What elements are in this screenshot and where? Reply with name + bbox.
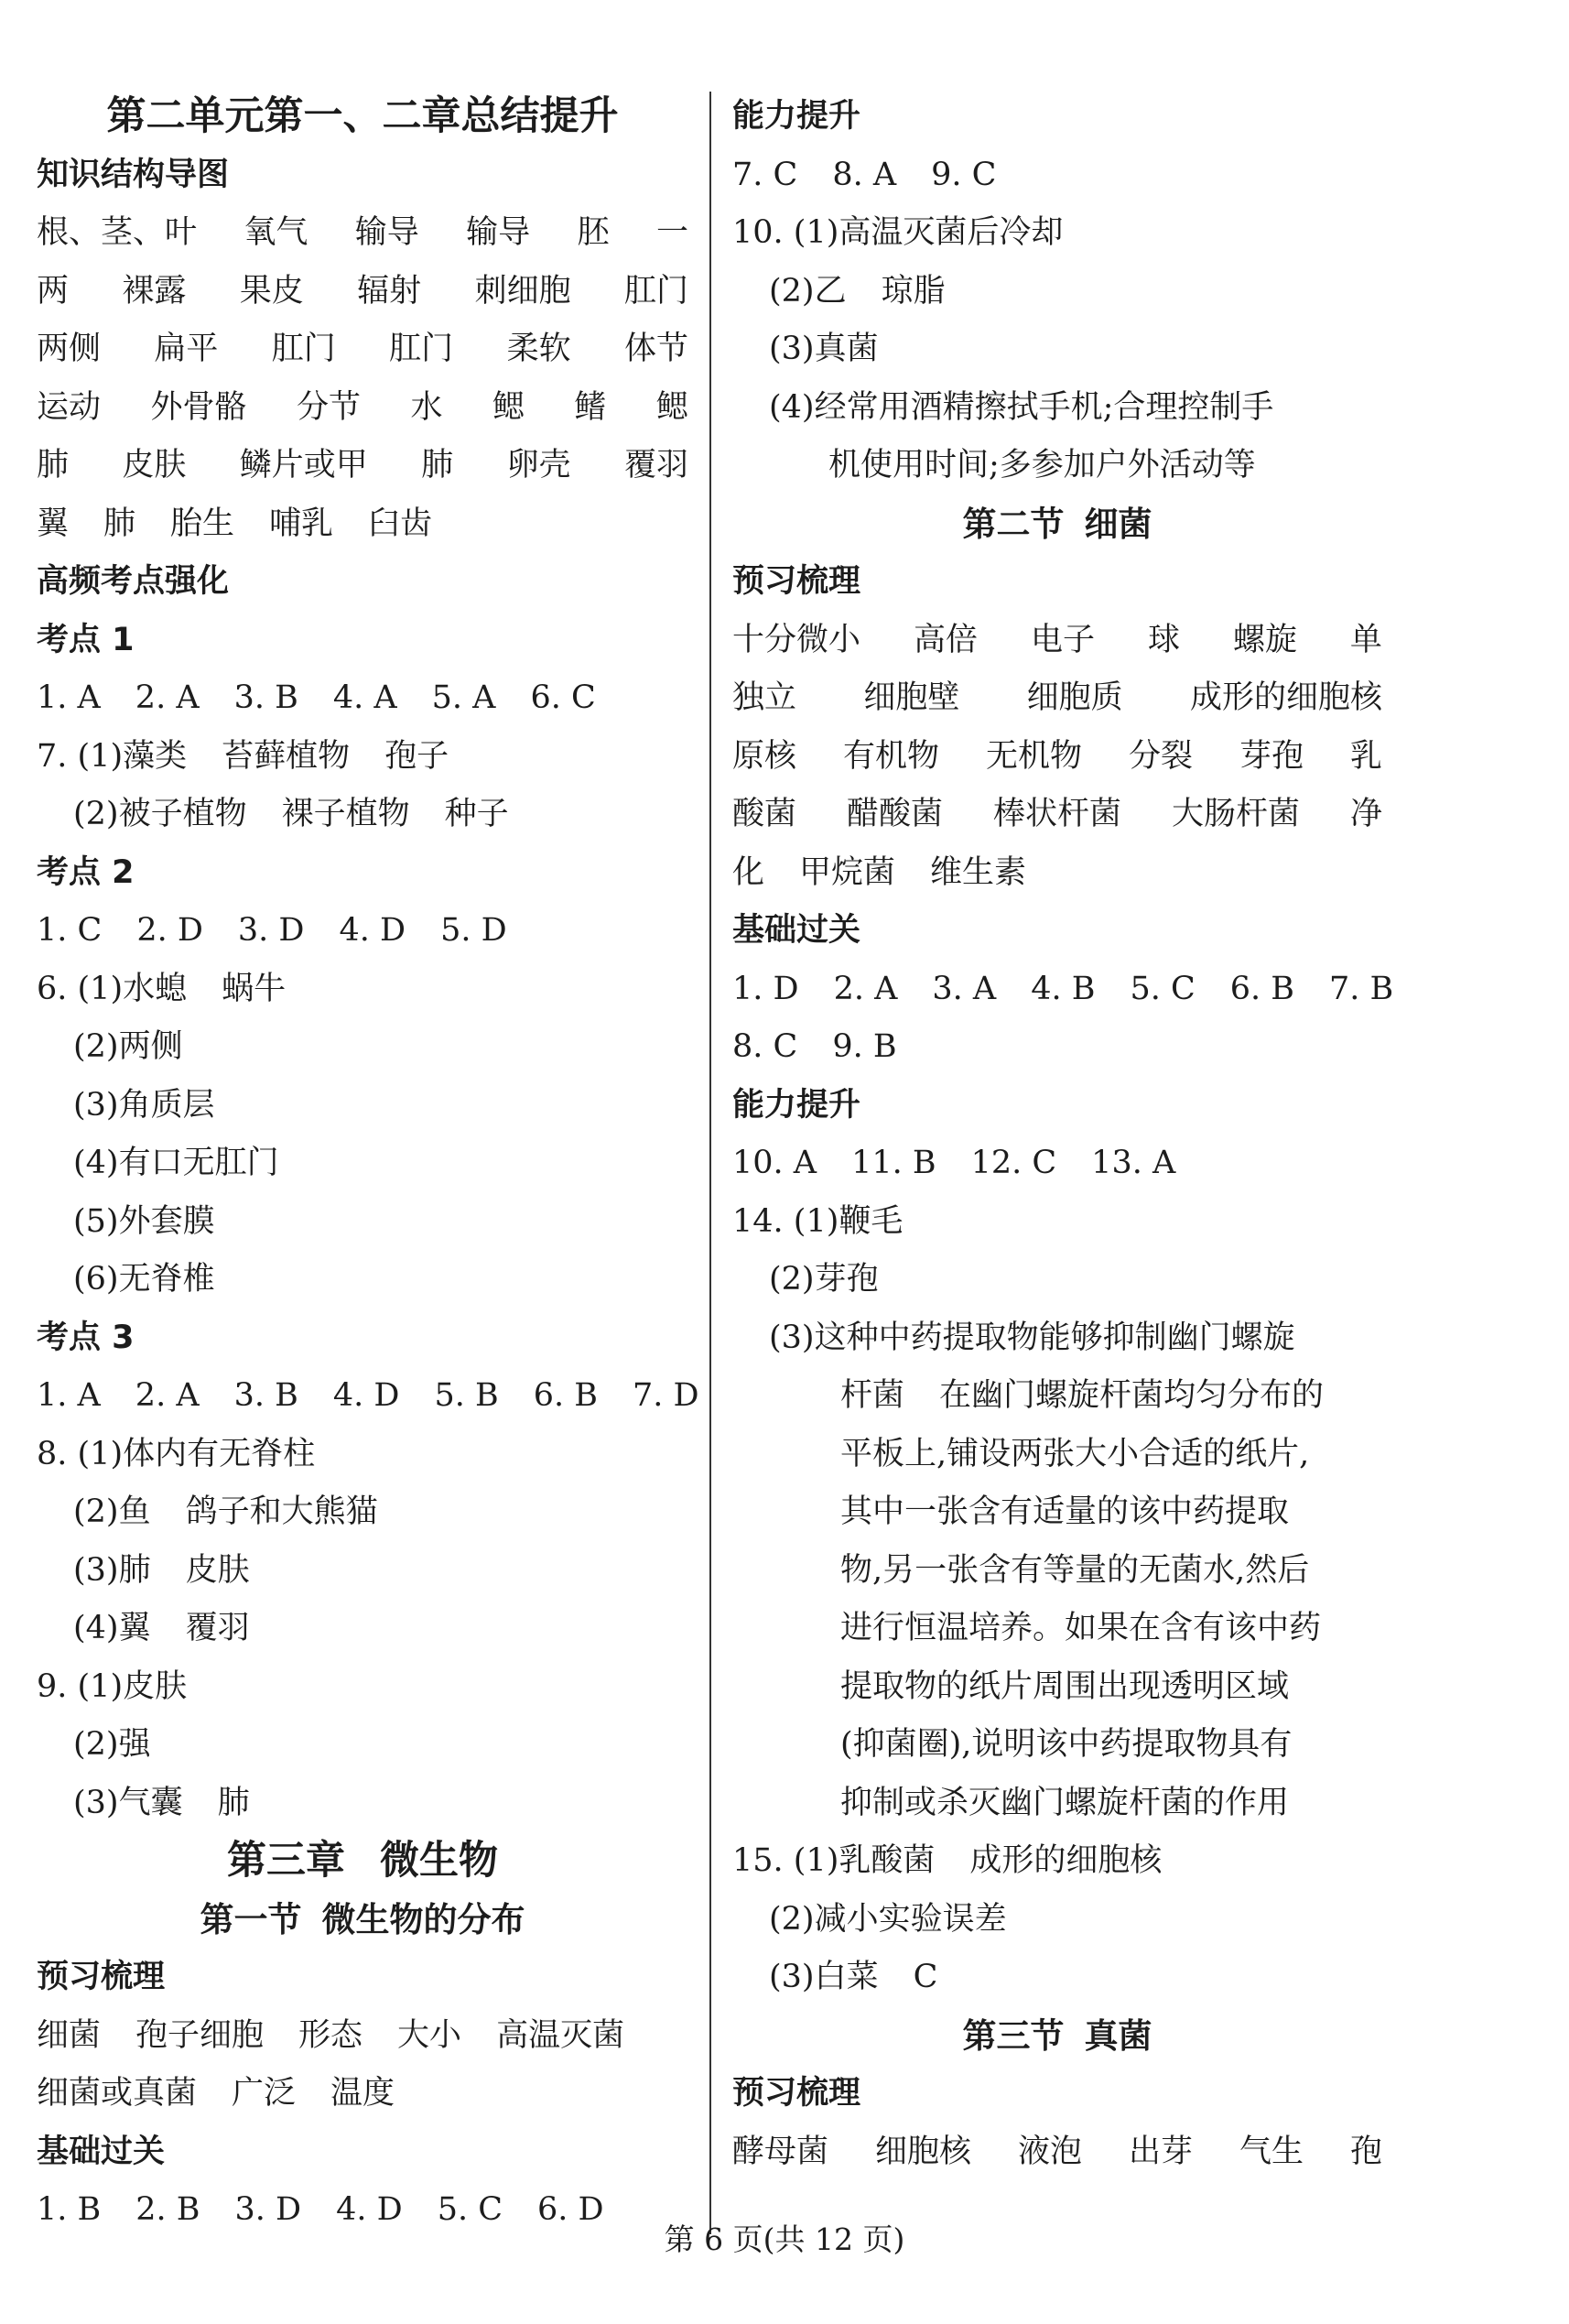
answer-item: 10. (1)高温灭菌后冷却 [732,214,1064,251]
answer-item: 2. A [135,1377,200,1414]
answer-item: 1. A [37,1377,101,1414]
answer-item: 提取物的纸片周围出现透明区域 [840,1667,1290,1705]
answer-item: 外骨骼 [150,388,247,426]
answer-line [37,1542,688,1601]
answer-line [37,437,688,495]
answer-item: 胎生 [170,505,235,542]
answer-item: 螺旋 [1232,621,1297,658]
answer-item: 5. A [431,679,496,716]
answer-item: (3)真菌 [769,331,879,367]
answer-item: 分裂 [1128,737,1193,775]
answer-item: 6. D [537,2191,604,2228]
answer-item: 成形的细胞核 [969,1842,1163,1879]
answer-line [37,1658,688,1717]
answer-line [37,495,688,554]
answer-line [732,1251,1382,1309]
answer-item: 独立 [732,679,797,716]
answer-item: 氧气 [243,214,308,251]
answer-line [37,379,688,438]
answer-item: (2)减小实验误差 [769,1900,1007,1938]
answer-item: 第三节 [962,2015,1065,2056]
answer-item: 鳞片或甲 [239,447,368,483]
answer-item: 哺乳 [269,505,334,542]
answer-item: (2)乙 [769,272,847,310]
answer-item: 9. (1)皮肤 [37,1667,188,1705]
section-heading: 基础过关 [732,912,861,949]
answer-line [37,1251,688,1309]
answer-item: 有机物 [842,737,939,775]
answer-line [732,147,1382,205]
answer-item: 3. A [932,970,997,1007]
answer-item: 输导 [466,214,531,251]
answer-item: 运动 [37,388,102,426]
answer-line [732,1600,1382,1658]
answer-item: 在幽门螺旋杆菌均匀分布的 [939,1377,1325,1414]
answer-item: 输导 [354,214,419,251]
answer-line [732,1426,1382,1484]
answer-item: 7. C [732,156,798,193]
answer-line [732,728,1382,787]
answer-line [37,320,688,379]
answer-item: 6. C [530,679,596,716]
answer-item: (抑菌圈),说明该中药提取物具有 [840,1726,1293,1763]
answer-item: 6. B [533,1377,598,1414]
answer-item: 胚 [577,214,610,251]
answer-item: 体节 [623,331,688,367]
answer-line [732,669,1382,728]
answer-item: 球 [1147,621,1180,658]
right-column [732,88,1394,2181]
answer-item: 琼脂 [881,272,946,310]
answer-item: 8. A [832,156,897,193]
answer-line [37,786,688,844]
answer-item: 化 [732,853,765,891]
answer-item: 孢子细胞 [135,2016,265,2054]
answer-item: 单 [1349,621,1382,658]
answer-item: (4)经常用酒精擦拭手机;合理控制手 [769,388,1274,426]
answer-item: 皮肤 [185,1551,250,1589]
answer-item: 13. A [1091,1145,1176,1181]
answer-item: 卵壳 [506,447,571,483]
answer-item: 覆羽 [623,447,688,483]
answer-line [37,1483,688,1542]
answer-item: 5. C [437,2191,503,2228]
answer-line [37,204,688,263]
answer-item: 辐射 [357,272,422,310]
answer-line [732,1775,1382,1833]
answer-line [732,1891,1382,1949]
answer-item: 液泡 [1017,2133,1082,2170]
answer-item: 真菌 [1084,2015,1152,2056]
answer-item: 扁平 [154,331,219,367]
answer-item: 两 [37,272,70,310]
answer-item: 肺 [421,447,454,483]
answer-line [732,1135,1382,1193]
answer-item: 温度 [330,2075,395,2112]
answer-item: 高倍 [913,621,978,658]
answer-line [732,1483,1382,1542]
answer-line [732,1832,1382,1891]
answer-line [37,902,688,961]
answer-line [732,1658,1382,1717]
answer-line [37,1367,699,1426]
answer-item: 5. B [434,1377,499,1414]
answer-item: 大小 [397,2016,462,2054]
answer-item: (2)芽孢 [769,1261,879,1298]
answer-item: 孢 [1349,2133,1382,2170]
answer-item: 细菌 [37,2016,102,2054]
answer-item: 成形的细胞核 [1189,679,1382,716]
section-subtitle [732,495,1382,554]
answer-item: 进行恒温培养。如果在含有该中药 [840,1610,1322,1646]
answer-line [732,437,1382,495]
answer-item: 3. B [233,679,298,716]
answer-item: 肛门 [389,331,454,367]
answer-line [732,263,1382,321]
answer-item: 4. D [339,912,406,949]
answer-line [37,1135,688,1193]
answer-item: 2. A [833,970,898,1007]
answer-line [732,786,1382,844]
answer-item: 肺 [103,505,136,542]
answer-item: 1. C [37,912,103,949]
answer-item: 7. D [632,1377,699,1414]
answer-item: 1. A [37,679,101,716]
answer-line [37,263,688,321]
answer-item: 9. B [832,1028,897,1065]
answer-line [732,1542,1382,1601]
section-heading: 预习梳理 [37,1959,166,1995]
answer-item: 机使用时间;多参加户外活动等 [828,447,1256,483]
answer-item: 10. A [732,1145,817,1181]
answer-item: 十分微小 [732,621,861,658]
answer-item: 苔藓植物 [222,737,351,775]
answer-item: 7. B [1329,970,1394,1007]
answer-item: 气生 [1239,2133,1304,2170]
section-subtitle [37,1891,688,1949]
answer-item: 高温灭菌 [496,2016,625,2054]
answer-item: 4. B [1031,970,1096,1007]
answer-item: 抑制或杀灭幽门螺旋杆菌的作用 [840,1784,1290,1821]
answer-line [732,1367,1382,1426]
answer-item: 形态 [298,2016,363,2054]
answer-line [732,204,1382,263]
answer-line [732,1309,1382,1368]
answer-item: 鳃 [655,388,688,426]
section-heading: 考点 3 [37,1319,135,1356]
section-heading: 能力提升 [732,98,861,135]
answer-item: 刺细胞 [474,272,571,310]
answer-item: 电子 [1030,621,1095,658]
answer-item: 芽孢 [1239,737,1304,775]
answer-item: 两侧 [37,331,102,367]
answer-item: 鳃 [492,388,525,426]
answer-item: 细菌或真菌 [37,2075,198,2112]
answer-item: 第三章 [227,1838,345,1884]
answer-item: 细胞质 [1026,679,1123,716]
answer-item: 4. D [332,1377,400,1414]
answer-item: (5)外套膜 [73,1202,215,1240]
answer-item: 2. A [135,679,200,716]
answer-item: 14. (1)鞭毛 [732,1202,904,1240]
answer-item: 第一节 [200,1899,302,1939]
answer-item: 肛门 [623,272,688,310]
answer-item: 肛门 [271,331,336,367]
answer-line [37,1775,688,1833]
answer-line [37,1716,688,1775]
section-heading: 考点 2 [37,853,135,891]
answer-item: 4. D [336,2191,403,2228]
section-heading: 基础过关 [37,2133,166,2170]
answer-item: 覆羽 [185,1610,250,1646]
answer-item: 8. C [732,1028,798,1065]
answer-item: 4. A [332,679,397,716]
section-heading: 高频考点强化 [37,563,230,600]
section-heading: 预习梳理 [732,2075,861,2112]
answer-line [732,1716,1382,1775]
answer-item: (2)鱼 [73,1493,151,1530]
answer-line [37,2007,688,2066]
answer-item: 其中一张含有适量的该中药提取 [840,1493,1290,1530]
answer-item: 8. (1)体内有无脊柱 [37,1435,316,1472]
answer-item: 肺 [217,1784,250,1821]
answer-line [37,1426,688,1484]
answer-item: 广泛 [232,2075,297,2112]
answer-line [37,2065,688,2123]
answer-item: 净 [1349,796,1382,832]
answer-item: 蜗牛 [222,970,287,1007]
answer-item: 9. C [931,156,997,193]
section-title: 第二单元第一、二章总结提升 [106,93,619,139]
section-heading: 预习梳理 [732,563,861,600]
answer-item: (4)翼 [73,1610,151,1646]
answer-item: 水 [410,388,443,426]
answer-item: 5. C [1130,970,1196,1007]
answer-item: 臼齿 [368,505,433,542]
answer-item: 2. B [135,2191,200,2228]
answer-item: 3. D [237,912,305,949]
answer-item: C [913,1959,938,1995]
answer-item: (2)两侧 [73,1028,183,1065]
answer-line [37,1077,688,1135]
answer-item: 杆菌 [840,1377,905,1414]
answer-item: 肺 [37,447,70,483]
answer-line [37,669,688,728]
answer-item: 第二节 [962,504,1065,544]
answer-item: (3)白菜 [769,1959,879,1995]
answer-line [732,844,1382,903]
answer-item: 无机物 [985,737,1082,775]
answer-item: 1. B [37,2191,102,2228]
answer-item: 细菌 [1084,504,1152,544]
answer-item: (3)肺 [73,1551,151,1589]
answer-item: 甲烷菌 [799,853,896,891]
answer-item: 微生物 [380,1838,498,1884]
answer-item: 3. B [233,1377,298,1414]
answer-item: (6)无脊椎 [73,1261,215,1298]
answer-line [732,1193,1382,1252]
answer-item: 翼 [37,505,70,542]
answer-line [732,320,1382,379]
answer-item: 出芽 [1128,2133,1193,2170]
answer-item: 6. B [1229,970,1294,1007]
answer-item: 1. D [732,970,799,1007]
answer-item: 醋酸菌 [846,796,943,832]
answer-item: (4)有口无肛门 [73,1145,279,1181]
answer-item: 微生物的分布 [321,1899,525,1939]
answer-item: 原核 [732,737,797,775]
answer-item: 柔软 [506,331,571,367]
answer-line [37,1193,688,1252]
section-title [37,1832,688,1891]
left-column [37,88,699,2240]
answer-item: 一 [655,214,688,251]
answer-item: 12. C [970,1145,1057,1181]
answer-line [37,1600,688,1658]
answer-line [732,612,1382,670]
column-divider [709,92,711,2234]
answer-item: 酸菌 [732,796,797,832]
answer-item: 种子 [444,796,509,832]
answer-item: 细胞壁 [863,679,960,716]
answer-item: 分节 [296,388,361,426]
answer-item: 酵母菌 [732,2133,829,2170]
answer-item: (3)角质层 [73,1086,215,1124]
answer-line [37,1018,688,1077]
answer-line [732,2123,1382,2182]
answer-item: 裸露 [122,272,187,310]
section-heading: 考点 1 [37,621,135,658]
answer-line [732,379,1382,438]
answer-item: 根、茎、叶 [37,214,198,251]
answer-item: 孢子 [384,737,449,775]
answer-item: (3)气囊 [73,1784,183,1821]
answer-line [37,728,688,787]
answer-item: 11. B [851,1145,936,1181]
answer-line [732,961,1394,1019]
answer-item: 15. (1)乳酸菌 [732,1842,936,1879]
answer-item: 鳍 [574,388,607,426]
answer-item: 大肠杆菌 [1171,796,1300,832]
answer-item: 物,另一张含有等量的无菌水,然后 [840,1551,1310,1589]
answer-item: 棒状杆菌 [992,796,1121,832]
answer-item: 乳 [1349,737,1382,775]
answer-line [732,1949,1382,2007]
answer-item: 皮肤 [122,447,187,483]
answer-line [732,1018,1382,1077]
page-footer: 第 6 页(共 12 页) [664,2221,905,2257]
answer-item: 7. (1)藻类 [37,737,188,775]
answer-item: 鸽子和大熊猫 [185,1493,378,1530]
section-heading: 知识结构导图 [37,156,230,193]
answer-item: 平板上,铺设两张大小合适的纸片, [840,1435,1310,1472]
answer-item: 2. D [136,912,203,949]
answer-item: (2)强 [73,1726,151,1763]
answer-item: 6. (1)水螅 [37,970,188,1007]
answer-item: (2)被子植物 [73,796,247,832]
answer-item: 果皮 [239,272,304,310]
answer-item: 裸子植物 [281,796,410,832]
answer-item: (3)这种中药提取物能够抑制幽门螺旋 [769,1319,1295,1356]
answer-item: 5. D [440,912,507,949]
answer-line [37,961,688,1019]
section-heading: 能力提升 [732,1086,861,1124]
answer-item: 维生素 [930,853,1027,891]
section-subtitle [732,2007,1382,2066]
answer-item: 细胞核 [874,2133,971,2170]
answer-item: 3. D [234,2191,302,2228]
